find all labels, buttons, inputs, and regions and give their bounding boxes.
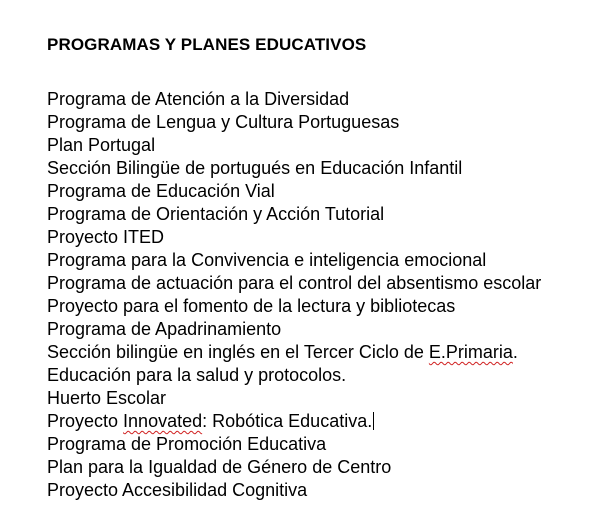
list-item-text: Sección bilingüe en inglés en el Tercer Ciclo de bbox=[47, 342, 429, 362]
list-item: Huerto Escolar bbox=[47, 388, 167, 408]
program-list bbox=[47, 88, 541, 502]
list-item: Proyecto para el fomento de la lectura y bibliotecas bbox=[47, 296, 456, 316]
list-item: Plan Portugal bbox=[47, 135, 156, 155]
spellcheck-word[interactable]: Innovated bbox=[123, 411, 203, 431]
list-item bbox=[47, 410, 541, 433]
text-cursor bbox=[373, 412, 374, 430]
list-item: Programa de Orientación y Acción Tutorial bbox=[47, 204, 385, 224]
list-item: Programa de actuación para el control del absentismo escolar bbox=[47, 273, 542, 293]
list-item: Educación para la salud y protocolos. bbox=[47, 365, 347, 385]
list-item-text: Proyecto bbox=[47, 411, 124, 431]
list-item: Proyecto Accesibilidad Cognitiva bbox=[47, 480, 308, 500]
spellcheck-word[interactable]: E.Primaria bbox=[428, 342, 513, 362]
list-item bbox=[47, 341, 541, 364]
list-item: Programa para la Convivencia e inteligencia emocional bbox=[47, 250, 487, 270]
list-item: Sección Bilingüe de portugués en Educación Infantil bbox=[47, 158, 463, 178]
list-item: Programa de Atención a la Diversidad bbox=[47, 89, 350, 109]
list-item: Programa de Apadrinamiento bbox=[47, 319, 282, 339]
page-title: PROGRAMAS Y PLANES EDUCATIVOS bbox=[47, 35, 367, 54]
list-item-text: : Robótica Educativa. bbox=[202, 411, 373, 431]
list-item: Plan para la Igualdad de Género de Centro bbox=[47, 457, 392, 477]
list-item: Programa de Promoción Educativa bbox=[47, 434, 327, 454]
list-item: Proyecto ITED bbox=[47, 227, 165, 247]
list-item-punctuation: . bbox=[512, 342, 518, 362]
list-item: Programa de Educación Vial bbox=[47, 181, 275, 201]
list-item: Programa de Lengua y Cultura Portuguesas bbox=[47, 112, 400, 132]
